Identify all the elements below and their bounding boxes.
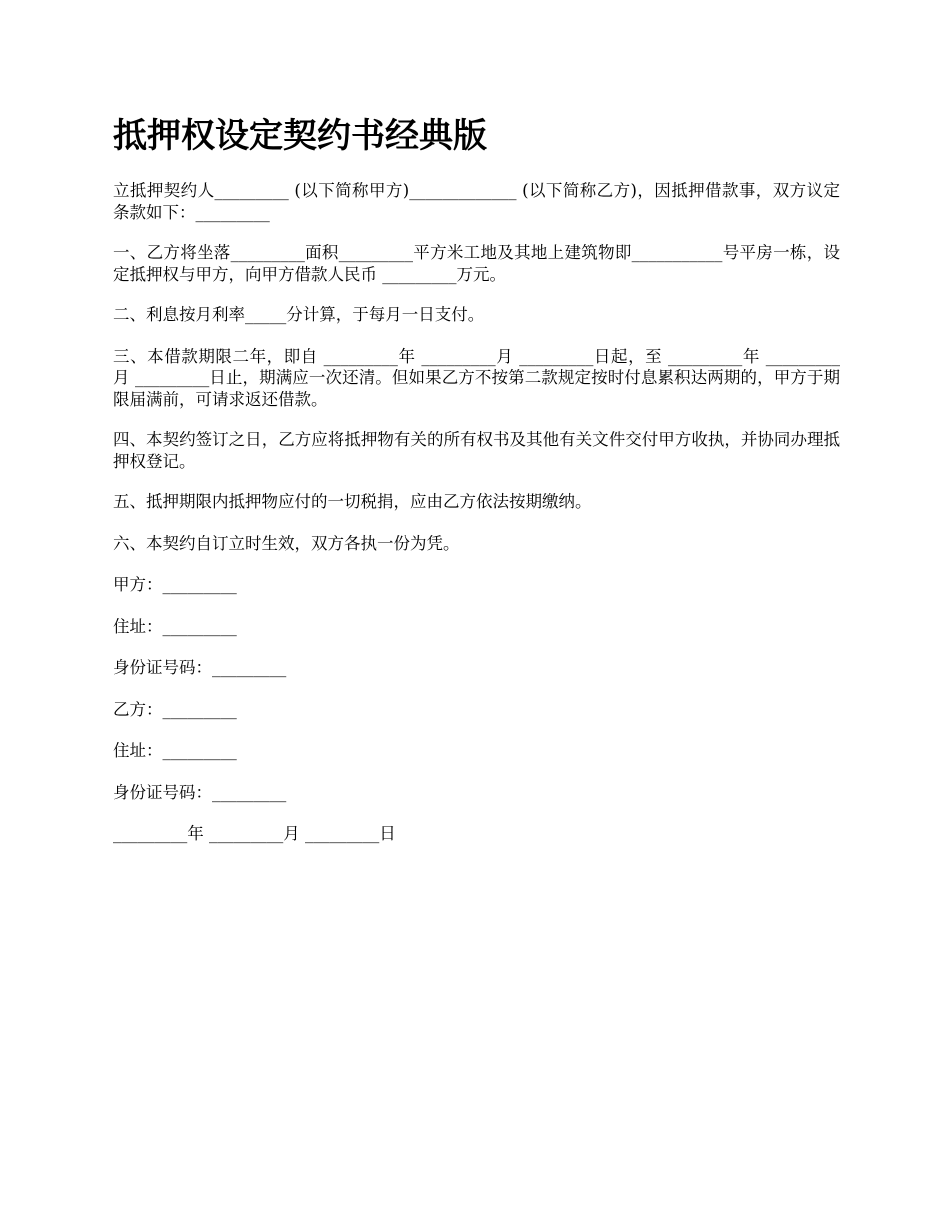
party-b-line: 乙方：_________ [113,699,237,719]
document-title: 抵押权设定契约书经典版 [113,116,487,156]
clause-3: 三、本借款期限二年，即自 _________年 _________月 _________日起，至 _________年 _________月 _________日止，期满应一次还清。但如果乙方不按第二款规定按时付息累积达两期的，甲方于期限届满前，可请求返还借款。 [113,346,840,409]
party-a-line: 甲方：_________ [113,575,237,594]
party-b-id-line: 身份证号码：_________ [113,782,287,802]
clause-1: 一、乙方将坐落_________面积_________平方米工地及其地上建筑物即___________号平房一栋，设定抵押权与甲方，向甲方借款人民币 _________万元。 [113,243,840,284]
party-a-id-line: 身份证号码：_________ [113,658,287,677]
preamble-paragraph: 立抵押契约人_________ (以下简称甲方)_____________ (以下简称乙方)，因抵押借款事，双方议定条款如下：_________ [113,181,840,222]
party-b-address-line: 住址：_________ [113,741,237,760]
clause-5: 五、抵押期限内抵押物应付的一切税捐，应由乙方依法按期缴纳。 [113,492,592,511]
clause-6: 六、本契约自订立时生效，双方各执一份为凭。 [113,533,460,553]
party-a-address-line: 住址：_________ [113,616,237,636]
document-page [113,112,840,865]
clause-4: 四、本契约签订之日，乙方应将抵押物有关的所有权书及其他有关文件交付甲方收执，并协同办理抵押权登记。 [113,430,840,471]
clause-2: 二、利息按月利率_____分计算，于每月一日支付。 [113,305,485,324]
signing-date-line: _________年 _________月 _________日 [113,824,396,843]
